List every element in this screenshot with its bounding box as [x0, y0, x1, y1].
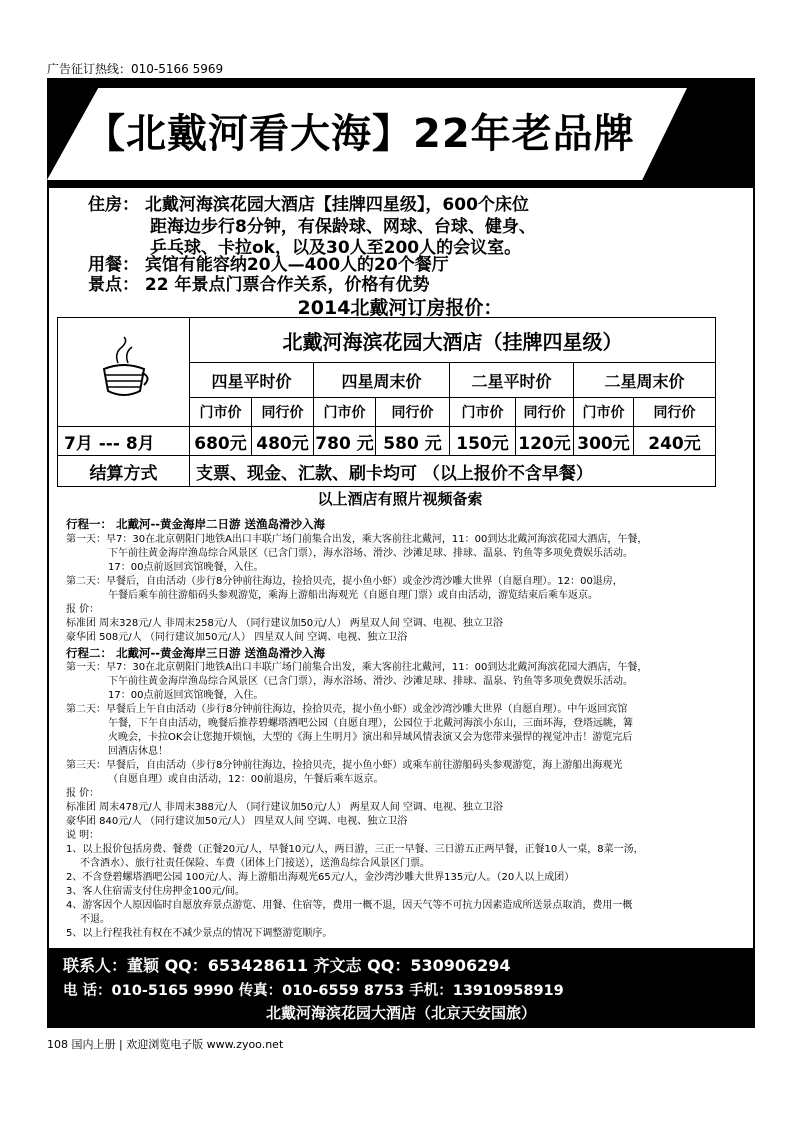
category-header: 四星平时价 — [190, 363, 314, 398]
sub-header: 门市价 — [450, 398, 516, 427]
sub-header: 同行价 — [634, 398, 716, 427]
itinerary1-day1-line: 第一天：早7：30在北京朝阳门地铁A出口丰联广场门前集合出发，乘大客前往北戴河，11：00到达北戴河海滨花园大酒店，午餐， — [66, 534, 648, 545]
price-title: 2014北戴河订房报价： — [297, 297, 503, 319]
sub-header: 同行价 — [516, 398, 574, 427]
category-header: 二星平时价 — [450, 363, 574, 398]
itinerary2-day3-line: （自愿自理）或自由活动，12：00前退房，午餐后乘车返京。 — [108, 774, 384, 785]
note-item: 不退。 — [80, 914, 110, 925]
price-cell: 680元 — [190, 427, 252, 456]
contact-block — [47, 948, 755, 1028]
sub-header: 门市价 — [190, 398, 252, 427]
contact-hotel: 北戴河海滨花园大酒店（北京天安国旅） — [265, 1004, 536, 1022]
itinerary2-price-label: 报 价： — [66, 788, 100, 799]
itinerary2-luxury-price: 豪华团 840元/人 （同行建议加50元/人） 四星双人间 空调、电视、独立卫浴 — [66, 816, 408, 827]
itinerary1-title: 行程一： 北戴河--黄金海岸二日游 送渔岛滑沙入海 — [66, 517, 326, 531]
contact-persons: 联系人：董颖 QQ：653428611 齐文志 QQ：530906294 — [63, 956, 511, 975]
payment-label: 结算方式 — [58, 456, 190, 487]
category-header: 二星周末价 — [574, 363, 716, 398]
note-item: 不含酒水）、旅行社责任保险、车费（团体上门接送），送渔岛综合风景区门票。 — [80, 858, 430, 869]
itinerary1-day2-line: 午餐后乘车前往游船码头参观游览，乘海上游船出海观光（自愿自理门票）或自由活动，游览结束后乘车返京。 — [108, 590, 598, 601]
price-table — [57, 317, 716, 487]
lodging-line-2: 距海边步行8分钟，有保龄球、网球、台球、健身、 — [150, 217, 536, 237]
itinerary1-day1-line: 下午前往黄金海岸渔岛综合风景区（已含门票），海水浴场、滑沙、沙滩足球、排球、温泉、钓鱼等多项免费娱乐活动。 — [108, 548, 633, 559]
lodging-line-1: 住房： 北戴河海滨花园大酒店【挂牌四星级】，600个床位 — [88, 195, 529, 215]
itinerary2-day2-line: 火晚会，卡拉OK会让您抛开烦恼，大型的《海上生明月》演出和异域风情表演又会为您带来强悍的视觉冲击！游览完后 — [108, 732, 633, 743]
contact-phones: 电 话：010-5165 9990 传真：010-6559 8753 手机：13910958919 — [63, 983, 564, 999]
sub-header: 门市价 — [314, 398, 376, 427]
note-item: 1、以上报价包括房费、餐费（正餐20元/人，早餐10元/人，两日游，三正一早餐、三日游五正两早餐，正餐10人一桌，8菜一汤， — [66, 844, 644, 855]
price-cell: 240元 — [634, 427, 716, 456]
itinerary1-luxury-price: 豪华团 508元/人 （同行建议加50元/人） 四星双人间 空调、电视、独立卫浴 — [66, 632, 408, 643]
page-footer: 108 国内上册 | 欢迎浏览电子版 www.zyoo.net — [47, 1038, 284, 1051]
itinerary1-day2-line: 第二天：早餐后，自由活动（步行8分钟前往海边，捡拾贝壳，捉小鱼小虾）或金沙湾沙雕大世界（自愿自理）。12：00退房， — [66, 576, 623, 587]
price-cell: 780 元 — [314, 427, 376, 456]
lodging-line-3: 乒乓球、卡拉ok，以及30人至200人的会议室。 — [150, 238, 522, 258]
price-cell: 120元 — [516, 427, 574, 456]
itinerary2-day2-line: 午餐，下午自由活动，晚餐后推荐碧螺塔酒吧公园（自愿自理），公园位于北戴河海滨小东山，三面环海，登塔远眺，篝 — [108, 718, 633, 729]
note-item: 4、游客因个人原因临时自愿放弃景点游览、用餐、住宿等，费用一概不退，因天气等不可抗力因素造成所送景点取消，费用一概 — [66, 900, 633, 911]
headline: 【北戴河看大海】22年老品牌 — [85, 111, 635, 157]
teacup-logo-icon — [94, 335, 154, 405]
itinerary2-standard-price: 标准团 周末478元/人 非周末388元/人 （同行建议加50元/人） 两星双人间 空调、电视、独立卫浴 — [66, 802, 503, 813]
price-cell: 150元 — [450, 427, 516, 456]
logo-cell — [58, 318, 190, 427]
note-item: 2、不含登碧螺塔酒吧公园 100元/人、海上游船出海观光65元/人，金沙湾沙雕大世界135元/人。（20人以上成团） — [66, 872, 575, 883]
price-cell: 580 元 — [376, 427, 450, 456]
sub-header: 同行价 — [376, 398, 450, 427]
itinerary1-price-label: 报 价： — [66, 604, 100, 615]
itinerary2-day1-line: 17：00点前返回宾馆晚餐，入住。 — [108, 690, 264, 701]
ad-hotline: 广告征订热线：010-5166 5969 — [47, 62, 224, 76]
itinerary1-standard-price: 标准团 周末328元/人 非周末258元/人 （同行建议加50元/人） 两星双人间 空调、电视、独立卫浴 — [66, 618, 503, 629]
dining-line: 用餐： 宾馆有能容纳20人—400人的20个餐厅 — [88, 255, 449, 275]
itinerary1-day1-line: 17：00点前返回宾馆晚餐，入住。 — [108, 562, 264, 573]
price-cell: 300元 — [574, 427, 634, 456]
note-item: 3、客人住宿需支付住房押金100元/间。 — [66, 886, 245, 897]
scenic-line: 景点： 22 年景点门票合作关系，价格有优势 — [88, 275, 430, 295]
itinerary2-day3-line: 第三天：早餐后，自由活动（步行8分钟前往海边，捡拾贝壳，捉小鱼小虾）或乘车前往游船码头参观游览，海上游船出海观光 — [66, 760, 623, 771]
price-cell: 480元 — [252, 427, 314, 456]
itinerary2-day1-line: 第一天：早7：30在北京朝阳门地铁A出口丰联广场门前集合出发，乘大客前往北戴河，11：00到达北戴河海滨花园大酒店，午餐， — [66, 662, 648, 673]
hotel-name: 北戴河海滨花园大酒店（挂牌四星级） — [190, 318, 716, 363]
category-header: 四星周末价 — [314, 363, 450, 398]
itinerary2-day2-line: 第二天：早餐后上午自由活动（步行8分钟前往海边，捡拾贝壳，捉小鱼小虾）或金沙湾沙雕大世界（自愿自理）。中午返回宾馆 — [66, 704, 628, 715]
notes-label: 说 明： — [66, 830, 100, 841]
itinerary2-day1-line: 下午前往黄金海岸渔岛综合风景区（已含门票），海水浴场、滑沙、沙滩足球、排球、温泉、钓鱼等多项免费娱乐活动。 — [108, 676, 633, 687]
sub-header: 门市价 — [574, 398, 634, 427]
period-cell: 7月 --- 8月 — [58, 427, 190, 456]
itinerary2-title: 行程二： 北戴河--黄金海岸三日游 送渔岛滑沙入海 — [66, 646, 326, 660]
payment-value: 支票、现金、汇款、刷卡均可 （以上报价不含早餐） — [190, 456, 716, 487]
itinerary2-day2-line: 回酒店休息！ — [108, 746, 168, 757]
note-item: 5、以上行程我社有权在不减少景点的情况下调整游览顺序。 — [66, 928, 333, 939]
sub-header: 同行价 — [252, 398, 314, 427]
video-note: 以上酒店有照片视频备索 — [317, 490, 483, 508]
